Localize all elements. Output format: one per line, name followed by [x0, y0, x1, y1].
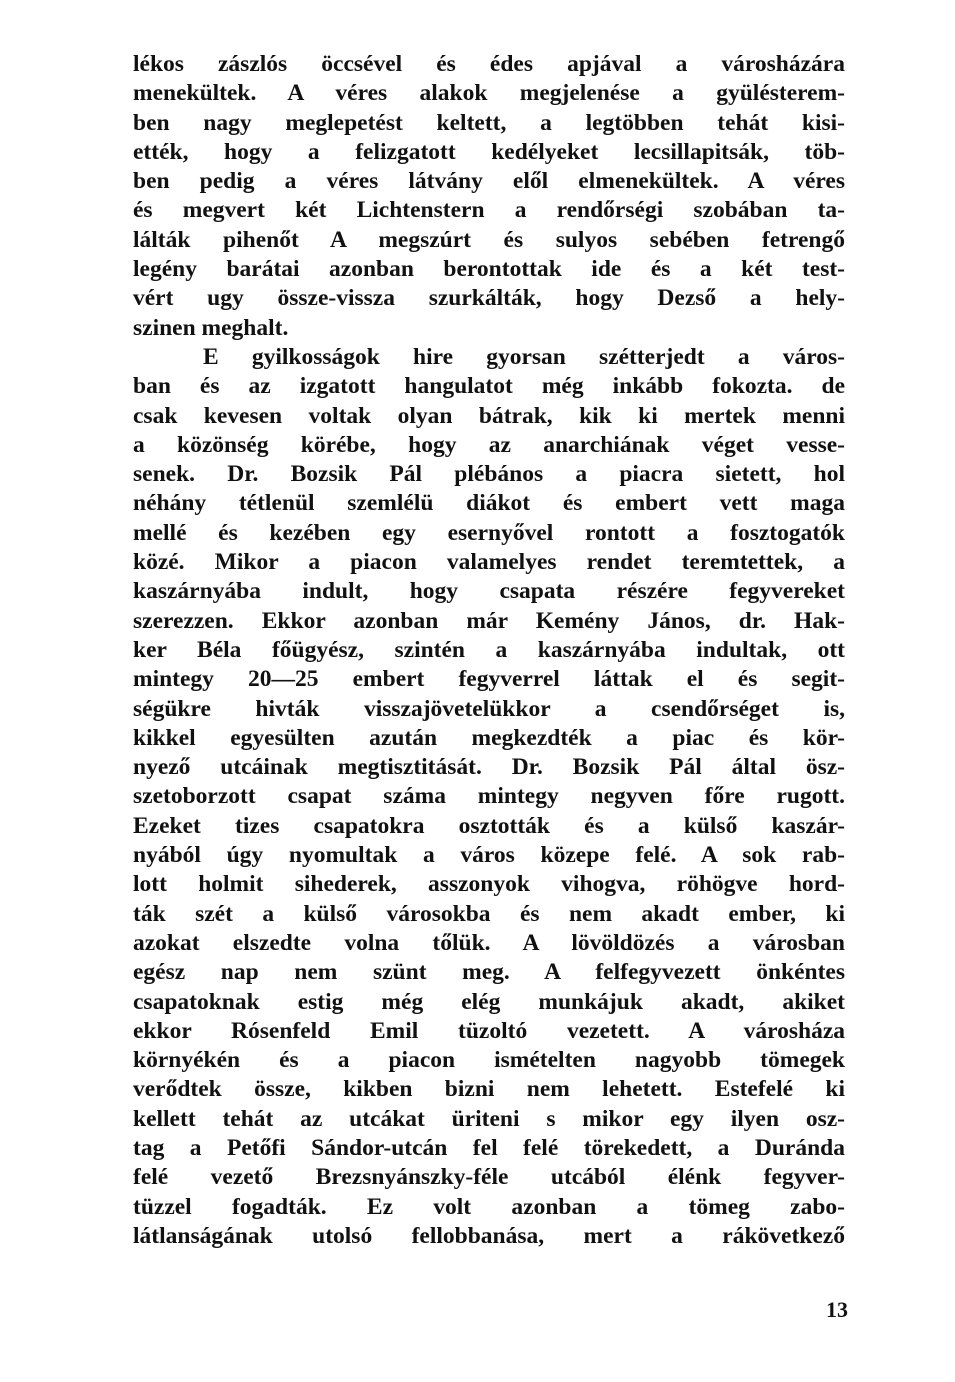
text-line: verődtek össze, kikben bizni nem lehetett. Estefelé ki — [133, 1076, 845, 1103]
text-line: legény barátai azonban berontottak ide és a két test- — [133, 256, 845, 283]
page-number: 13 — [826, 1297, 848, 1322]
text-line: felé vezető Brezsnyánszky-féle utcából élénk fegyver- — [133, 1164, 845, 1191]
text-line: ették, hogy a felizgatott kedélyeket lecsillapitsák, töb- — [133, 138, 845, 165]
text-line: kikkel egyesülten azután megkezdték a piac és kör- — [133, 724, 845, 751]
text-line: nyező utcáinak megtisztitását. Dr. Bozsik Pál által ösz- — [133, 754, 845, 781]
text-line: néhány tétlenül szemlélü diákot és embert vett maga — [133, 490, 845, 517]
text-line: ták szét a külső városokba és nem akadt ember, ki — [133, 900, 845, 927]
text-line: a közönség körébe, hogy az anarchiának véget vesse- — [133, 431, 845, 458]
text-line: kaszárnyába indult, hogy csapata részére fegyvereket — [133, 578, 845, 605]
text-line: szinen meghalt. — [133, 314, 289, 341]
text-line: lálták pihenőt A megszúrt és sulyos sebében fetrengő — [133, 226, 845, 253]
text-line: környékén és a piacon ismételten nagyobb tömegek — [133, 1047, 845, 1074]
text-line: látlanságának utolsó fellobbanása, mert a rákövetkező — [133, 1222, 845, 1249]
text-line: szerezzen. Ekkor azonban már Kemény János, dr. Hak- — [133, 607, 845, 634]
text-line: nyából úgy nyomultak a város közepe felé. A sok rab- — [133, 842, 845, 869]
text-line: vért ugy össze-vissza szurkálták, hogy Dezső a hely- — [133, 285, 845, 312]
text-line: csak kevesen voltak olyan bátrak, kik ki mertek menni — [133, 402, 845, 429]
text-line: egész nap nem szünt meg. A felfegyvezett önkéntes — [133, 959, 845, 986]
text-line: tüzzel fogadták. Ez volt azonban a tömeg zabo- — [133, 1193, 845, 1220]
text-line: ben pedig a véres látvány elől elmenekültek. A véres — [133, 168, 845, 195]
text-line: menekültek. A véres alakok megjelenése a gyülésterem- — [133, 80, 845, 107]
text-line: ban és az izgatott hangulatot még inkább fokozta. de — [133, 373, 845, 400]
text-line: ben nagy meglepetést keltett, a legtöbben tehát kisi- — [133, 109, 845, 136]
text-line: Ezeket tizes csapatokra osztották és a külső kaszár- — [133, 812, 845, 839]
text-line: senek. Dr. Bozsik Pál plébános a piacra sietett, hol — [133, 461, 845, 488]
text-line: és megvert két Lichtenstern a rendőrségi szobában ta- — [133, 197, 845, 224]
text-line: azokat elszedte volna tőlük. A lövöldözés a városban — [133, 929, 845, 956]
text-line: csapatoknak estig még elég munkájuk akadt, akiket — [133, 988, 845, 1015]
text-line: E gyilkosságok hire gyorsan szétterjedt a város- — [203, 343, 845, 370]
text-line: lott holmit sihederek, asszonyok vihogva, röhögve hord- — [133, 871, 845, 898]
text-line: mellé és kezében egy esernyővel rontott a fosztogatók — [133, 519, 845, 546]
body-text — [133, 50, 845, 1251]
text-line: ker Béla főügyész, szintén a kaszárnyába indultak, ott — [133, 636, 845, 663]
text-line: mintegy 20—25 embert fegyverrel láttak el és segit- — [133, 666, 845, 693]
text-line: ekkor Rósenfeld Emil tüzoltó vezetett. A városháza — [133, 1017, 845, 1044]
text-line: ségükre hivták visszajövetelükkor a csendőrséget is, — [133, 695, 845, 722]
text-line: tag a Petőfi Sándor-utcán fel felé törekedett, a Duránda — [133, 1134, 845, 1161]
text-line: szetoborzott csapat száma mintegy negyven főre rugott. — [133, 783, 845, 810]
text-line: közé. Mikor a piacon valamelyes rendet teremtettek, a — [133, 549, 845, 576]
text-line: kellett tehát az utcákat üriteni s mikor egy ilyen osz- — [133, 1105, 845, 1132]
text-line: lékos zászlós öccsével és édes apjával a városházára — [133, 51, 845, 77]
